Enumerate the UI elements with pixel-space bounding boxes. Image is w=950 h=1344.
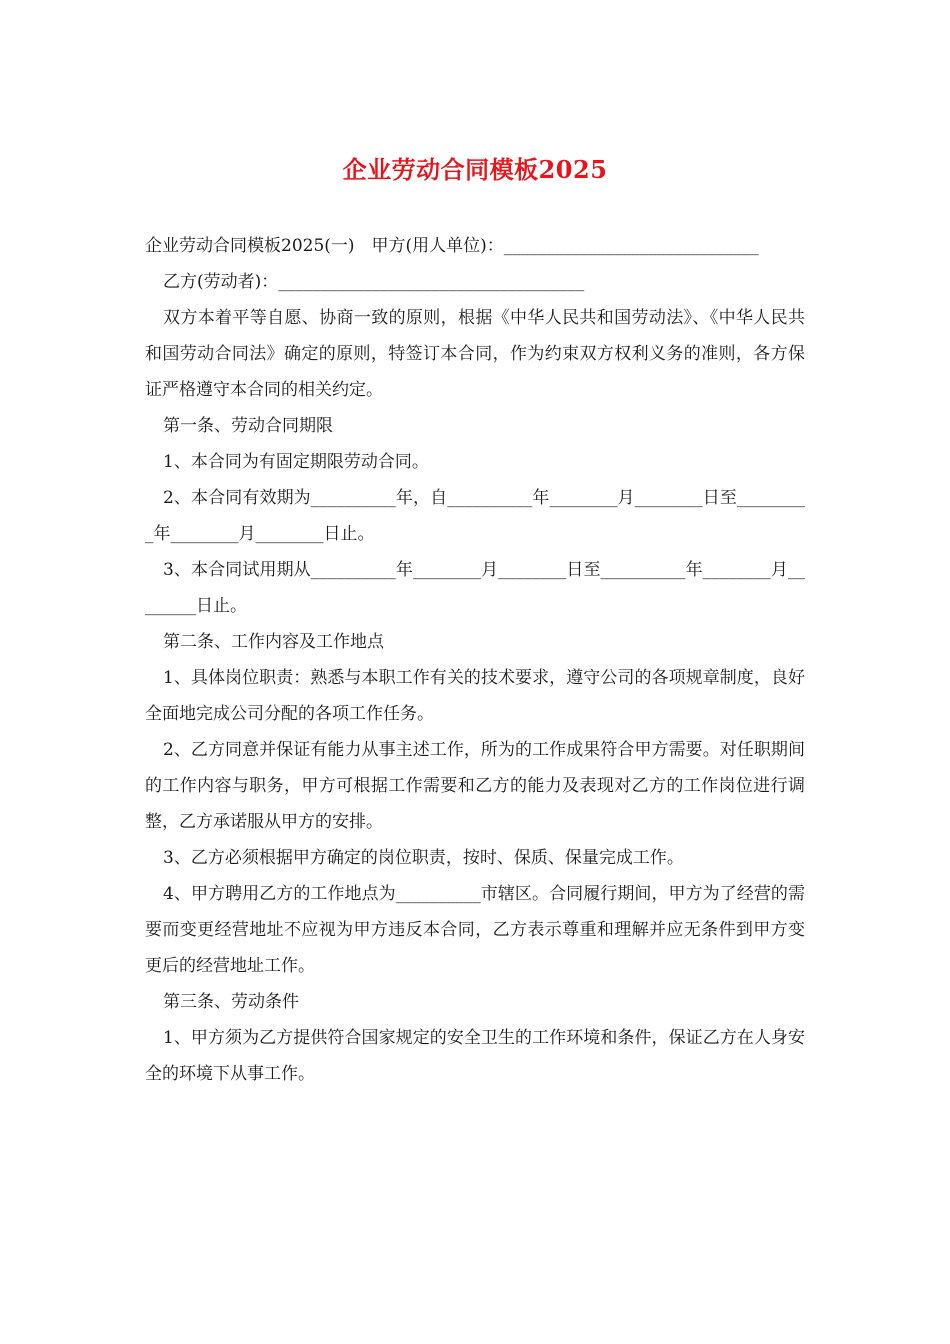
clause-2-4: 4、甲方聘用乙方的工作地点为__________市辖区。合同履行期间，甲方为了经营的需要而变更经营地址不应视为甲方违反本合同，乙方表示尊重和理解并应无条件到甲方变更后的经营地址工作。 — [145, 884, 805, 976]
clause-1-1: 1、本合同为有固定期限劳动合同。 — [163, 452, 429, 472]
preamble-paragraph: 双方本着平等自愿、协商一致的原则，根据《中华人民共和国劳动法》、《中华人民共和国劳动合同法》确定的原则，特签订本合同，作为约束双方权利义务的准则，各方保证严格遵守本合同的相关约定。 — [145, 308, 805, 400]
section-heading-work: 第二条、工作内容及工作地点 — [163, 632, 384, 652]
section-heading-term: 第一条、劳动合同期限 — [163, 416, 333, 436]
section-heading-conditions: 第三条、劳动条件 — [163, 992, 299, 1012]
clause-2-1: 1、具体岗位职责：熟悉与本职工作有关的技术要求，遵守公司的各项规章制度，良好全面地完成公司分配的各项工作任务。 — [145, 668, 805, 724]
clause-1-2: 2、本合同有效期为__________年，自__________年________月________日至_________年________月________日止。 — [145, 488, 805, 544]
clause-3-1: 1、甲方须为乙方提供符合国家规定的安全卫生的工作环境和条件，保证乙方在人身安全的环境下从事工作。 — [145, 1028, 805, 1084]
contract-header-party-a: 企业劳动合同模板2025(一) 甲方(用人单位)：______________________________ — [145, 236, 759, 256]
party-b-line: 乙方(劳动者)：____________________________________ — [163, 272, 585, 292]
document-title: 企业劳动合同模板2025 — [342, 155, 608, 184]
clause-2-2: 2、乙方同意并保证有能力从事主述工作，所为的工作成果符合甲方需要。对任职期间的工作内容与职务，甲方可根据工作需要和乙方的能力及表现对乙方的工作岗位进行调整，乙方承诺服从甲方的安排。 — [145, 740, 805, 832]
clause-1-3: 3、本合同试用期从__________年________月________日至__________年________月________日止。 — [145, 560, 805, 616]
clause-2-3: 3、乙方必须根据甲方确定的岗位职责，按时、保质、保量完成工作。 — [163, 848, 684, 868]
document-body — [145, 228, 805, 1092]
